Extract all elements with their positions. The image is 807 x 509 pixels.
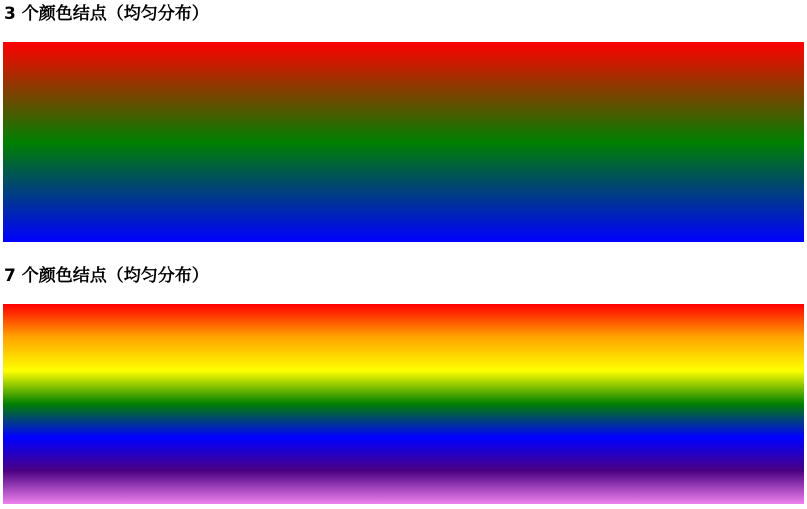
gradient-box-3-stops: [3, 42, 804, 242]
section-title-3-stops: 3 个颜色结点（均匀分布）: [4, 4, 209, 24]
section-title-7-stops: 7 个颜色结点（均匀分布）: [4, 266, 209, 286]
gradient-box-7-stops: [3, 304, 804, 504]
